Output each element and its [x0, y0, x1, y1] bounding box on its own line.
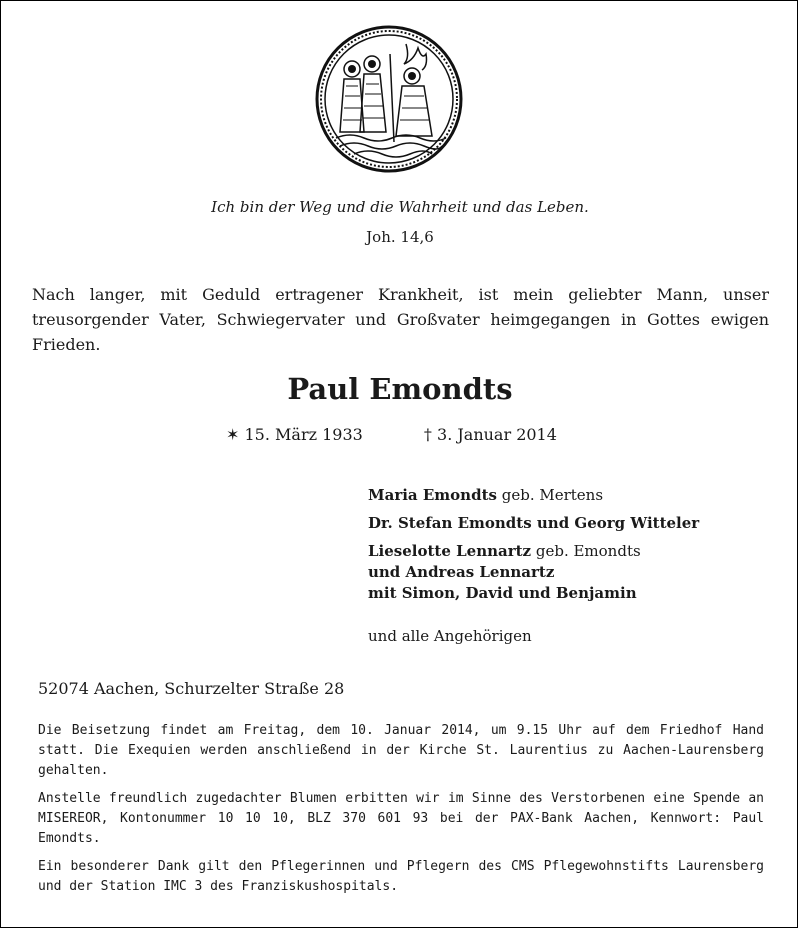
bible-motto: Ich bin der Weg und die Wahrheit und das Leben.: [211, 198, 589, 216]
burial-note: Die Beisetzung findet am Freitag, dem 10. Januar 2014, um 9.15 Uhr auf dem Friedhof Hand statt. Die Exequien werden anschließend in der Kirche St. Laurentius zu Aachen-Laurensberg gehalten.: [38, 723, 764, 778]
funeral-notes: [38, 721, 764, 905]
bible-verse-reference: Joh. 14,6: [366, 228, 434, 246]
saints-medallion-icon: [314, 24, 464, 174]
life-dates: [226, 425, 557, 444]
daughter-birthname: geb. Emondts: [535, 542, 641, 560]
mourner-daughter: [368, 541, 788, 562]
birth-date: ✶ 15. März 1933: [226, 425, 363, 444]
intro-paragraph: Nach langer, mit Geduld ertragener Krankheit, ist mein geliebter Mann, unser treusorgender Vater, Schwiegervater und Großvater heimgegangen in Gottes ewigen Frieden.: [32, 285, 769, 354]
thanks-note: Ein besonderer Dank gilt den Pflegerinnen und Pflegern des CMS Pflegewohnstifts Laurensberg und der Station IMC 3 des Franziskushospitals.: [38, 859, 764, 894]
wife-name: Maria Emondts: [368, 486, 497, 504]
mourner-wife: [368, 485, 788, 506]
mourner-grandchildren: mit Simon, David und Benjamin: [368, 584, 637, 602]
death-date: † 3. Januar 2014: [423, 425, 557, 444]
mourner-son-in-law: und Andreas Lennartz: [368, 563, 555, 581]
deceased-name: Paul Emondts: [287, 372, 513, 406]
daughter-name: Lieselotte Lennartz: [368, 542, 532, 560]
mourners-list: [368, 485, 788, 647]
mourner-son: Dr. Stefan Emondts und Georg Witteler: [368, 514, 700, 532]
wife-birthname: geb. Mertens: [501, 486, 604, 504]
donation-note: Anstelle freundlich zugedachter Blumen erbitten wir im Sinne des Verstorbenen eine Spende an MISEREOR, Kontonummer 10 10 10, BLZ 370 601 93 bei der PAX-Bank Aachen, Kennwort: Paul Emondts.: [38, 791, 764, 846]
mourner-relatives: und alle Angehörigen: [368, 627, 532, 645]
family-address: 52074 Aachen, Schurzelter Straße 28: [38, 679, 345, 698]
